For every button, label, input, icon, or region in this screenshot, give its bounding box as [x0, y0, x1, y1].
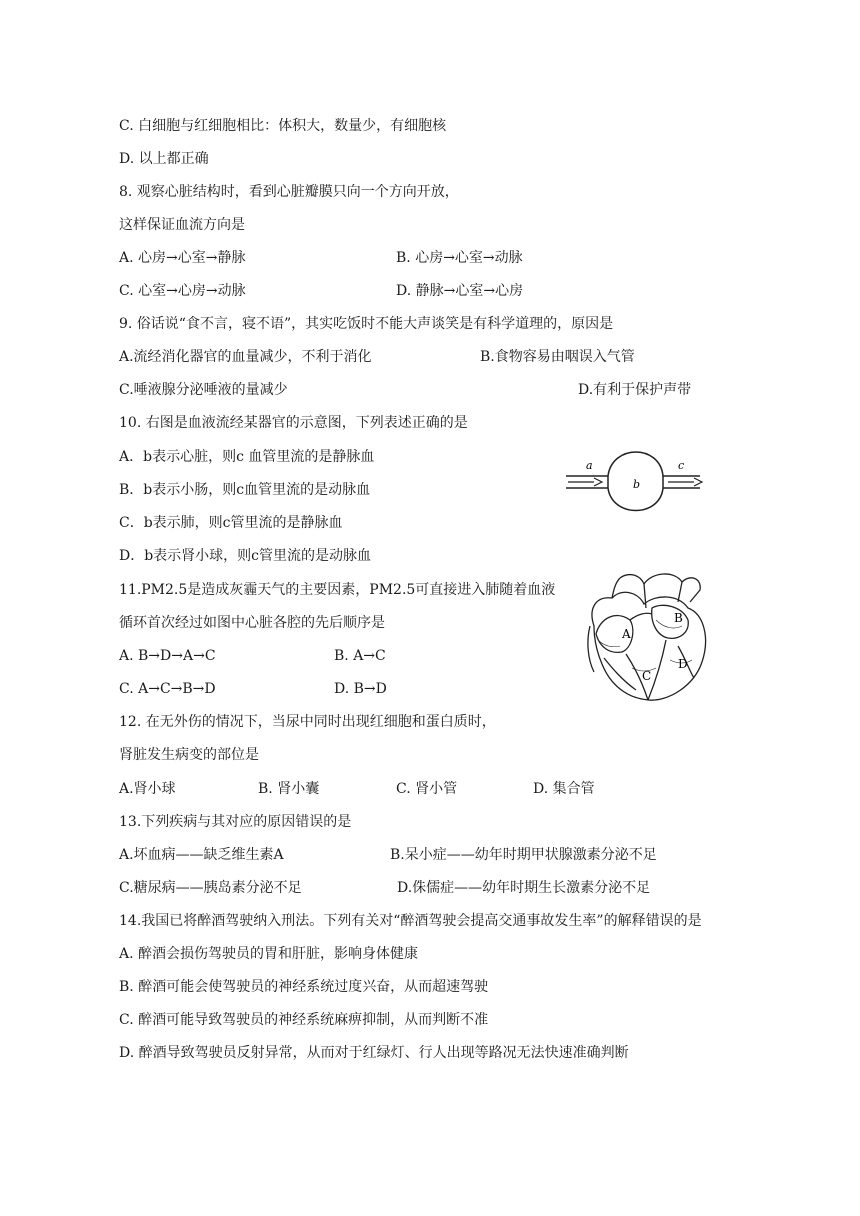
q12-stem-line1: 12. 在无外伤的情况下，当尿中同时出现红细胞和蛋白质时，: [119, 714, 496, 730]
blood-flow-organ-diagram: [560, 440, 710, 520]
vessel-label-a: a: [586, 459, 593, 472]
q14-stem: 14.我国已将醉酒驾驶纳入刑法。下列有关对“醉酒驾驶会提高交通事故发生率”的解释错误的是: [119, 913, 702, 929]
q13-option-c: C.糖尿病——胰岛素分泌不足: [119, 880, 302, 896]
q8-option-c: C. 心室→心房→动脉: [119, 283, 246, 299]
q8-option-a: A. 心房→心室→静脉: [119, 250, 246, 266]
q10-option-b: B．b表示小肠，则c血管里流的是动脉血: [119, 482, 371, 498]
q12-option-d: D. 集合管: [533, 781, 595, 797]
q9-option-a: A.流经消化器官的血量减少，不利于消化: [119, 349, 372, 365]
q12-stem-line2: 肾脏发生病变的部位是: [119, 747, 259, 763]
q11-option-b: B. A→C: [334, 648, 386, 664]
vessel-label-b: b: [633, 478, 641, 491]
q8-stem-line2: 这样保证血流方向是: [119, 217, 245, 233]
q9-option-b: B.食物容易由咽误入气管: [480, 349, 635, 365]
q8-option-b: B. 心房→心室→动脉: [396, 250, 523, 266]
q7-option-d: D. 以上都正确: [119, 151, 209, 167]
q13-option-d: D.侏儒症——幼年时期生长激素分泌不足: [397, 880, 651, 896]
q11-option-a: A. B→D→A→C: [119, 648, 216, 664]
heart-diagram: [582, 568, 722, 708]
q10-option-d: D．b表示肾小球，则c管里流的是动脉血: [119, 548, 372, 564]
q13-option-b: B.呆小症——幼年时期甲状腺激素分泌不足: [390, 847, 657, 863]
q9-option-c: C.唾液腺分泌唾液的量减少: [119, 382, 288, 398]
vessel-label-c: c: [678, 459, 685, 472]
heart-label-c: C: [642, 669, 652, 683]
q7-option-c: C. 白细胞与红细胞相比：体积大，数量少，有细胞核: [119, 118, 447, 134]
q11-option-c: C. A→C→B→D: [119, 681, 216, 697]
q14-option-c: C. 醉酒可能导致驾驶员的神经系统麻痹抑制，从而判断不准: [119, 1012, 489, 1028]
q8-stem-line1: 8. 观察心脏结构时，看到心脏瓣膜只向一个方向开放，: [119, 184, 459, 200]
q11-stem-line1: 11.PM2.5是造成灰霾天气的主要因素，PM2.5可直接进入肺随着血液: [119, 582, 556, 598]
q13-option-a: A.坏血病——缺乏维生素A: [119, 847, 284, 863]
q8-option-d: D. 静脉→心室→心房: [396, 283, 524, 299]
q10-option-a: A．b表示心脏，则c 血管里流的是静脉血: [119, 449, 375, 465]
q12-option-b: B. 肾小囊: [258, 781, 320, 797]
heart-label-d: D: [678, 657, 688, 671]
q11-stem-line2: 循环首次经过如图中心脏各腔的先后顺序是: [119, 615, 385, 631]
q13-stem: 13.下列疾病与其对应的原因错误的是: [119, 814, 352, 830]
q12-option-c: C. 肾小管: [396, 781, 458, 797]
q9-stem: 9. 俗话说“食不言，寝不语”，其实吃饭时不能大声谈笑是有科学道理的，原因是: [119, 316, 614, 332]
q11-option-d: D. B→D: [334, 681, 387, 697]
heart-label-a: A: [622, 627, 631, 641]
q10-option-c: C．b表示肺，则c管里流的是静脉血: [119, 515, 343, 531]
q9-option-d: D.有利于保护声带: [578, 382, 692, 398]
q10-stem: 10. 右图是血液流经某器官的示意图，下列表述正确的是: [119, 415, 468, 431]
q14-option-b: B. 醉酒可能会使驾驶员的神经系统过度兴奋，从而超速驾驶: [119, 979, 489, 995]
q14-option-a: A. 醉酒会损伤驾驶员的胃和肝脏，影响身体健康: [119, 946, 419, 962]
q12-option-a: A.肾小球: [119, 781, 176, 797]
heart-label-b: B: [674, 611, 683, 625]
q14-option-d: D. 醉酒导致驾驶员反射异常，从而对于红绿灯、行人出现等路况无法快速准确判断: [119, 1045, 629, 1061]
